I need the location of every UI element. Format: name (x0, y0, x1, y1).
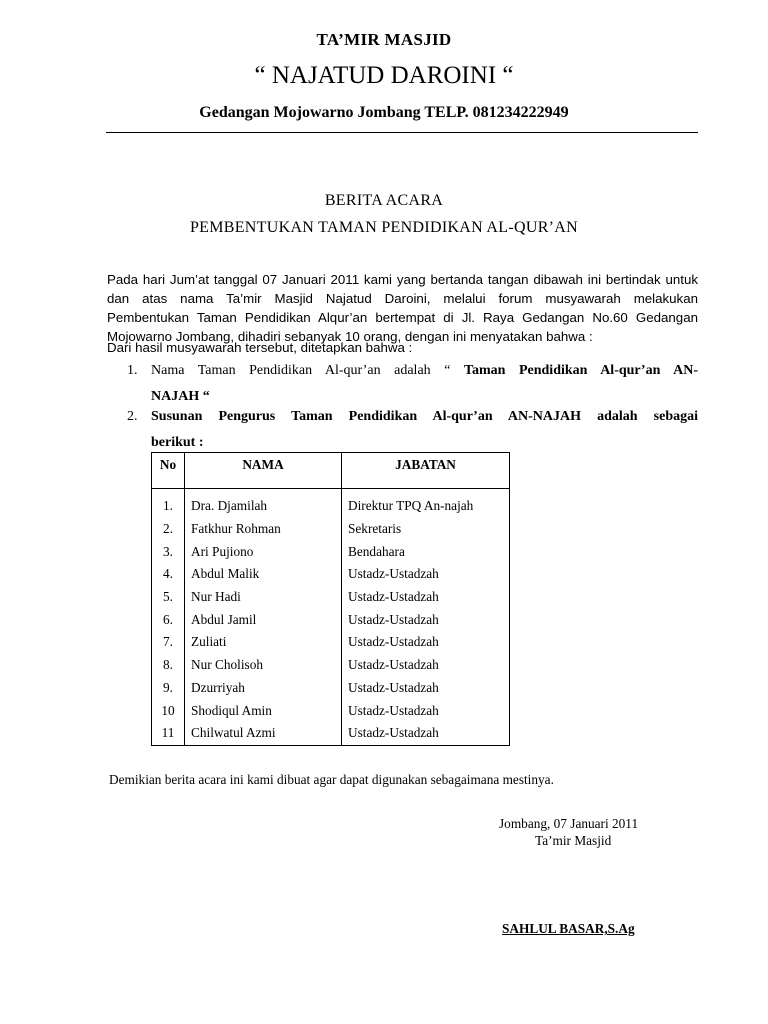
cell-nama: Dzurriyah (185, 677, 342, 700)
cell-no: 11 (152, 722, 185, 745)
address-line: Gedangan Mojowarno Jombang TELP. 081234222949 (199, 104, 569, 121)
header-divider (106, 132, 698, 133)
cell-jabatan: Direktur TPQ An-najah (342, 489, 510, 518)
cell-jabatan: Ustadz-Ustadzah (342, 654, 510, 677)
cell-no: 8. (152, 654, 185, 677)
list-text (151, 358, 698, 384)
cell-nama: Chilwatul Azmi (185, 722, 342, 745)
table-row (152, 518, 510, 541)
intro-line: Pembentukan Taman Pendidikan Alqur’an bertempat di Jl. Raya Gedangan No.60 Gedangan (107, 310, 698, 325)
col-header-no: No (152, 453, 185, 489)
list-item (127, 404, 698, 456)
cell-nama: Dra. Djamilah (185, 489, 342, 518)
cell-nama: Shodiqul Amin (185, 699, 342, 722)
place-date: Jombang, 07 Januari 2011 (499, 816, 639, 831)
closing-statement: Demikian berita acara ini kami dibuat agar dapat digunakan sebagaimana mestinya. (109, 772, 554, 787)
list-number: 1. (127, 363, 138, 378)
table-row (152, 586, 510, 609)
doc-subtitle: PEMBENTUKAN TAMAN PENDIDIKAN AL-QUR’AN (189, 219, 579, 236)
decision-intro: Dari hasil musyawarah tersebut, ditetapkan bahwa : (107, 340, 413, 355)
list-text-bold: Taman Pendidikan Al-qur’an AN- (463, 363, 698, 378)
list-number: 2. (127, 409, 138, 424)
table-row (152, 699, 510, 722)
cell-nama: Nur Cholisoh (185, 654, 342, 677)
cell-nama: Fatkhur Rohman (185, 518, 342, 541)
cell-jabatan: Ustadz-Ustadzah (342, 631, 510, 654)
cell-no: 1. (152, 489, 185, 518)
table-header-row (152, 453, 510, 489)
cell-jabatan: Ustadz-Ustadzah (342, 677, 510, 700)
table-row (152, 654, 510, 677)
intro-paragraph (107, 270, 698, 346)
cell-nama: Zuliati (185, 631, 342, 654)
cell-jabatan: Ustadz-Ustadzah (342, 699, 510, 722)
cell-jabatan: Ustadz-Ustadzah (342, 586, 510, 609)
cell-nama: Ari Pujiono (185, 540, 342, 563)
doc-title: BERITA ACARA (324, 192, 444, 209)
list-text-cont: NAJAH “ (151, 389, 210, 404)
table-row (152, 631, 510, 654)
col-header-nama: NAMA (185, 453, 342, 489)
table-row (152, 563, 510, 586)
mosque-name: “ NAJATUD DAROINI “ (254, 62, 514, 89)
table-row (152, 489, 510, 518)
table-row (152, 540, 510, 563)
cell-no: 3. (152, 540, 185, 563)
list-item (127, 358, 698, 410)
signer-role: Ta’mir Masjid (535, 833, 612, 848)
table-row (152, 722, 510, 745)
cell-nama: Nur Hadi (185, 586, 342, 609)
cell-no: 5. (152, 586, 185, 609)
col-header-jabatan: JABATAN (342, 453, 510, 489)
cell-no: 9. (152, 677, 185, 700)
cell-no: 10 (152, 699, 185, 722)
org-title: TA’MIR MASJID (316, 30, 452, 49)
cell-jabatan: Bendahara (342, 540, 510, 563)
intro-line: dan atas nama Ta’mir Masjid Najatud Daroini, melalui forum musyawarah melakukan (107, 291, 698, 306)
cell-no: 7. (152, 631, 185, 654)
cell-no: 2. (152, 518, 185, 541)
list-text-bold: Susunan Pengurus Taman Pendidikan Al-qur’an AN-NAJAH adalah sebagai (151, 409, 698, 424)
signer-name: SAHLUL BASAR,S.Ag (502, 921, 635, 936)
cell-jabatan: Ustadz-Ustadzah (342, 563, 510, 586)
list-text-cont: berikut : (151, 435, 204, 450)
list-text-plain: Nama Taman Pendidikan Al-qur’an adalah “ (151, 363, 451, 378)
intro-line: Pada hari Jum’at tanggal 07 Januari 2011 kami yang bertanda tangan dibawah ini bertindak untuk (107, 272, 698, 287)
cell-jabatan: Ustadz-Ustadzah (342, 722, 510, 745)
cell-no: 6. (152, 608, 185, 631)
cell-jabatan: Sekretaris (342, 518, 510, 541)
cell-no: 4. (152, 563, 185, 586)
cell-jabatan: Ustadz-Ustadzah (342, 608, 510, 631)
cell-nama: Abdul Jamil (185, 608, 342, 631)
table-row (152, 677, 510, 700)
cell-nama: Abdul Malik (185, 563, 342, 586)
table-row (152, 608, 510, 631)
intro-line: Mojowarno Jombang, dihadiri sebanyak 10 orang, dengan ini menyatakan bahwa : (107, 329, 593, 344)
officials-table (151, 452, 510, 746)
